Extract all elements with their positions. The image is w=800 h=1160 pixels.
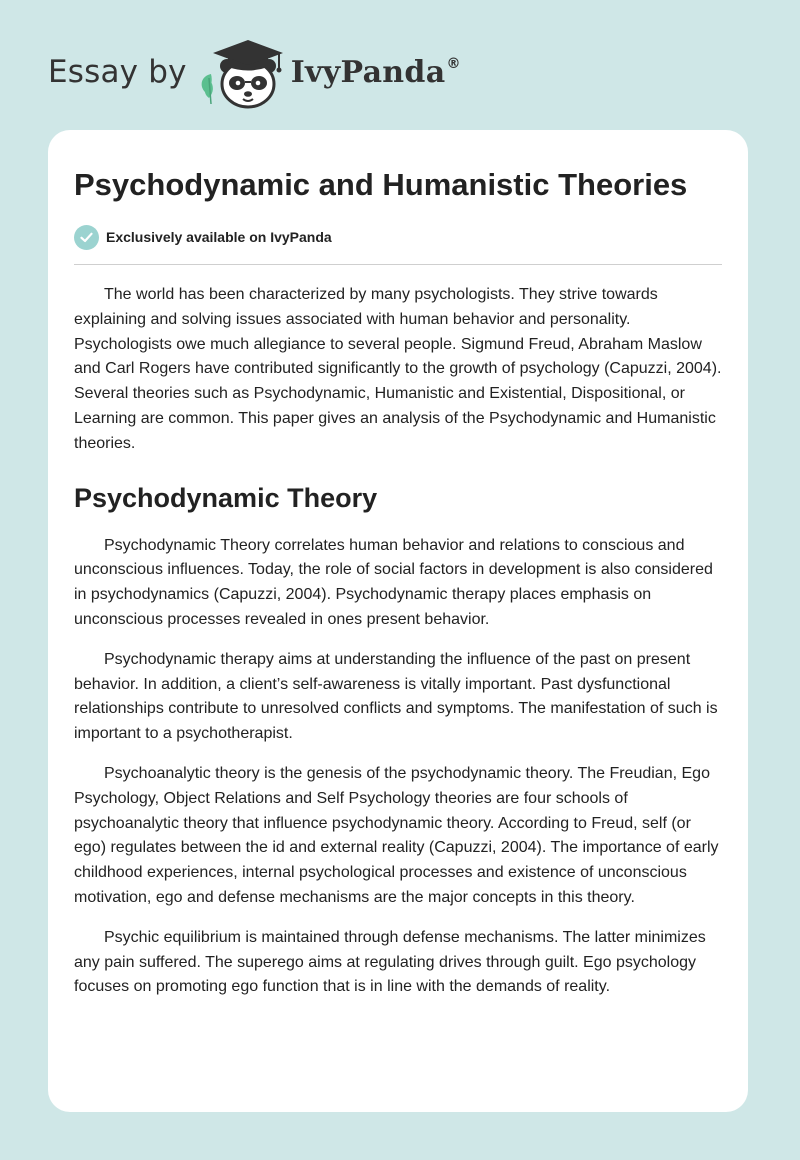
brand-name[interactable]: IvyPanda® (290, 54, 461, 90)
site-header (48, 34, 461, 110)
registered-mark: ® (446, 55, 461, 72)
section-heading: Psychodynamic Theory (74, 482, 378, 513)
essay-by-label: Essay by (48, 54, 187, 90)
essay-card (48, 130, 748, 1112)
check-icon (74, 225, 99, 250)
exclusive-badge (74, 223, 722, 251)
body-paragraph: Psychic equilibrium is maintained through defense mechanisms. The latter minimizes any pain suffered. The superego aims at regulating drives through guilt. Ego psychology focuses on promoting ego function that is in line with the demands of reality. (74, 928, 706, 996)
exclusive-badge-label: Exclusively available on IvyPanda (106, 229, 332, 245)
body-paragraph: Psychodynamic therapy aims at understanding the influence of the past on present behavior. In addition, a client’s self-awareness is vitally important. Past dysfunctional relationships contribute to unresolved conflicts and symptoms. The manifestation of such is important to a psychotherapist. (74, 650, 718, 743)
intro-paragraph: The world has been characterized by many psychologists. They strive towards explaining and solving issues associated with human behavior and personality. Psychologists owe much allegiance to several people. Sigmund Freud, Abraham Maslow and Carl Rogers have contributed significantly to the growth of psychology (Capuzzi, 2004). Several theories such as Psychodynamic, Humanistic and Existential, Dispositional, or Learning are common. This paper gives an analysis of the Psychodynamic and Humanistic theories. (74, 286, 722, 452)
divider (74, 264, 722, 265)
page-title: Psychodynamic and Humanistic Theories (74, 167, 688, 202)
panda-logo-icon[interactable] (197, 34, 289, 110)
body-paragraph: Psychoanalytic theory is the genesis of the psychodynamic theory. The Freudian, Ego Psychology, Object Relations and Self Psychology theories are four schools of psychoanalytic theory that influence psychodynamic theory. According to Freud, self (or ego) regulates between the id and external reality (Capuzzi, 2004). The importance of early childhood experiences, internal psychological processes and existence of unconscious motivation, ego and defense mechanisms are the major concepts in this theory. (74, 764, 719, 906)
body-paragraph: Psychodynamic Theory correlates human behavior and relations to conscious and unconscious influences. Today, the role of social factors in development is also considered in psychodynamics (Capuzzi, 2004). Psychodynamic therapy places emphasis on unconscious processes revealed in ones present behavior. (74, 536, 713, 628)
